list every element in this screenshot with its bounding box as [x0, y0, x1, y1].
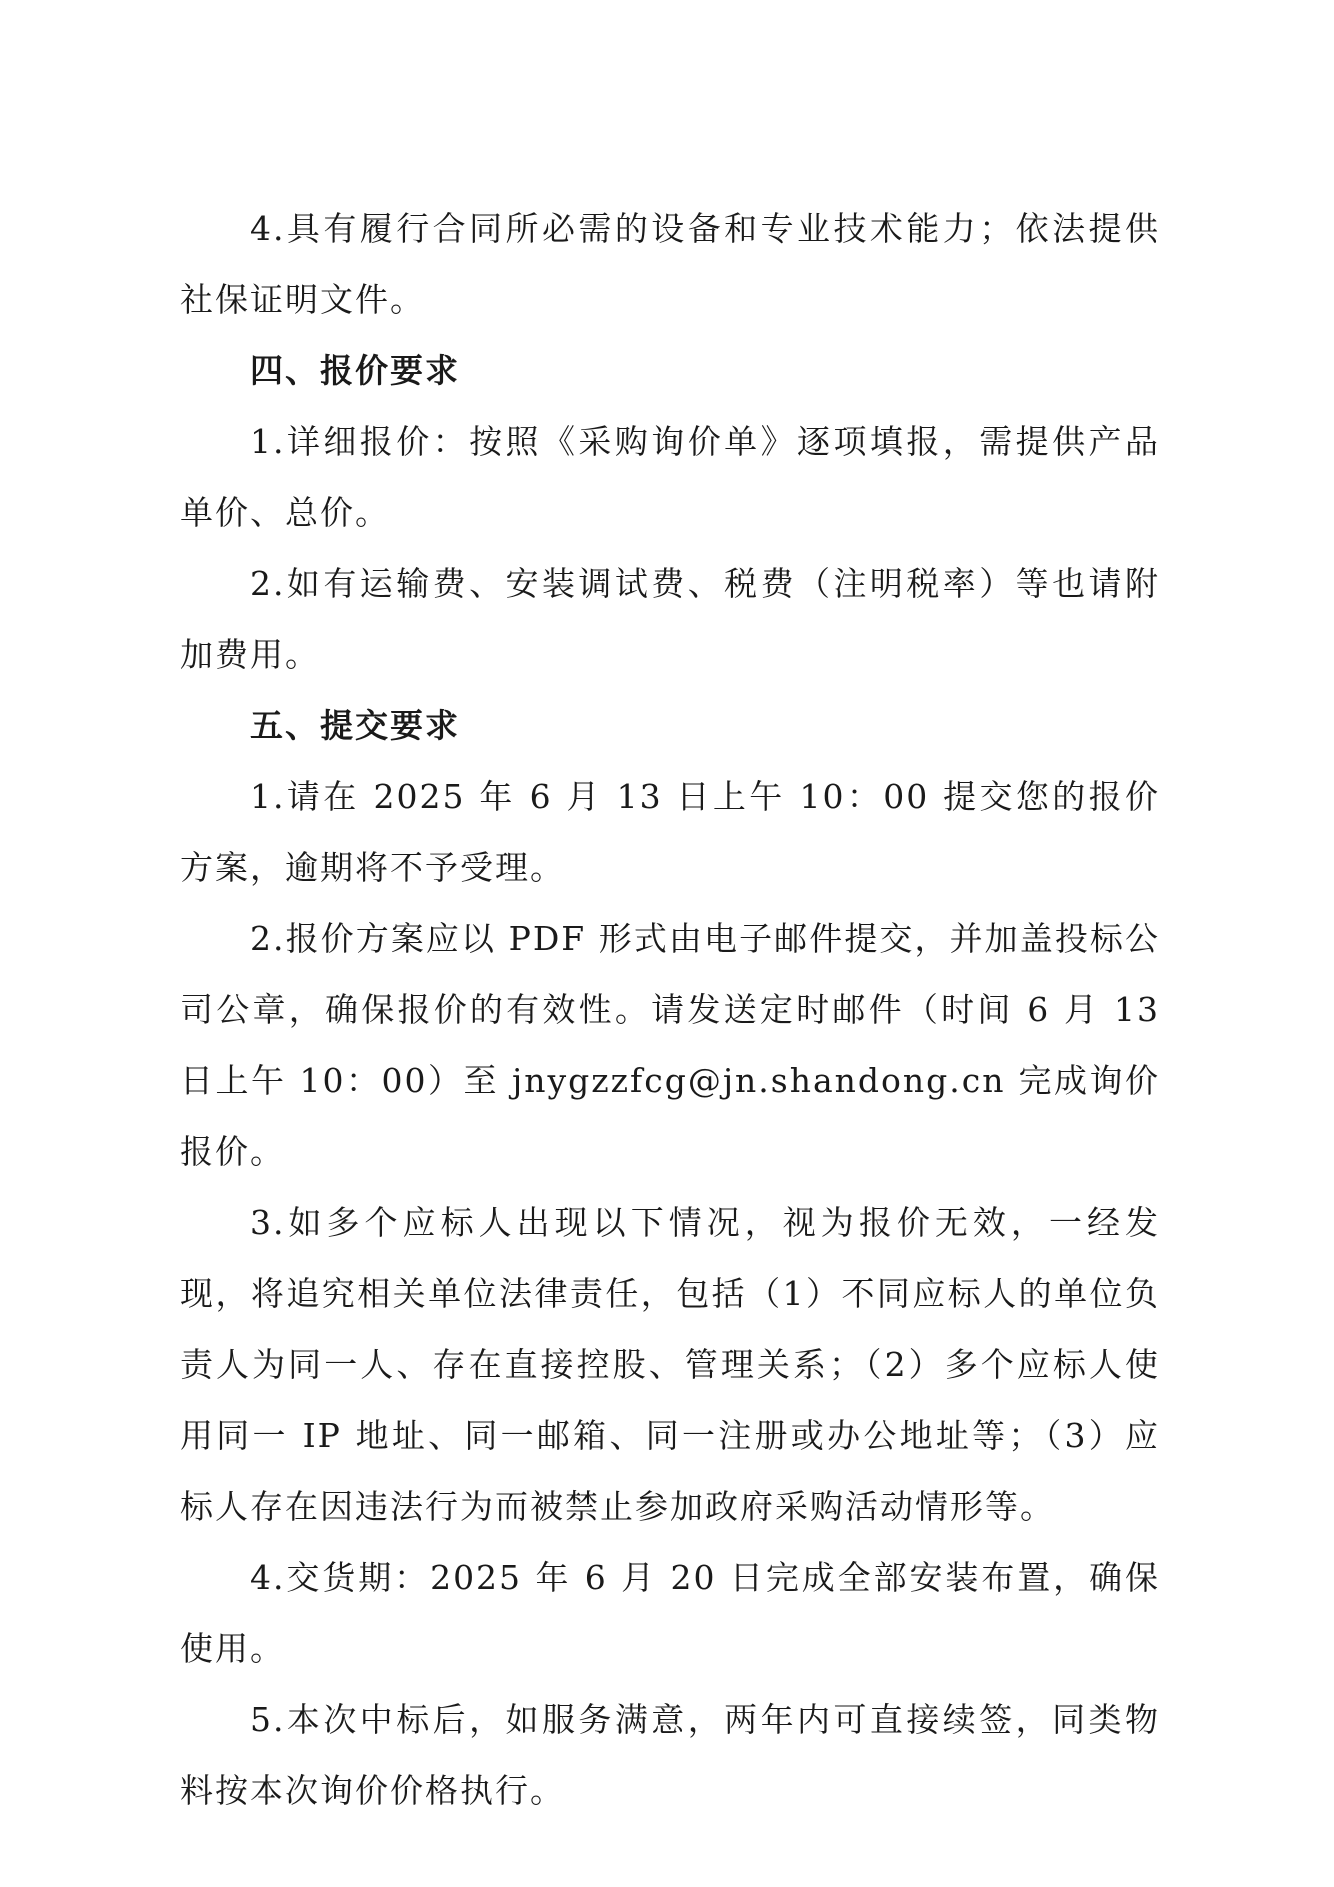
qualification-item-4: 4.具有履行合同所必需的设备和专业技术能力；依法提供社保证明文件。: [180, 209, 1160, 319]
section-heading-quote-requirements: 四、报价要求: [250, 351, 460, 390]
quote-item-1: 1.详细报价：按照《采购询价单》逐项填报，需提供产品单价、总价。: [180, 422, 1160, 532]
submission-item-4: 4.交货期：2025 年 6 月 20 日完成全部安装布置，确保使用。: [180, 1558, 1160, 1668]
document-body: [180, 193, 1160, 1826]
section-heading-submission-requirements: 五、提交要求: [250, 706, 460, 745]
submission-item-5: 5.本次中标后，如服务满意，两年内可直接续签，同类物料按本次询价价格执行。: [180, 1700, 1160, 1810]
quote-item-2: 2.如有运输费、安装调试费、税费（注明税率）等也请附加费用。: [180, 564, 1160, 674]
submission-item-2: 2.报价方案应以 PDF 形式由电子邮件提交，并加盖投标公司公章，确保报价的有效性。请发送定时邮件（时间 6 月 13 日上午 10：00）至 jnygzzfcg@jn.shandong.cn 完成询价报价。: [180, 919, 1160, 1171]
submission-item-3: 3.如多个应标人出现以下情况，视为报价无效，一经发现，将追究相关单位法律责任，包括（1）不同应标人的单位负责人为同一人、存在直接控股、管理关系；（2）多个应标人使用同一 IP 地址、同一邮箱、同一注册或办公地址等；（3）应标人存在因违法行为而被禁止参加政府采购活动情形等。: [180, 1203, 1160, 1526]
submission-item-1: 1.请在 2025 年 6 月 13 日上午 10：00 提交您的报价方案，逾期将不予受理。: [180, 777, 1160, 887]
